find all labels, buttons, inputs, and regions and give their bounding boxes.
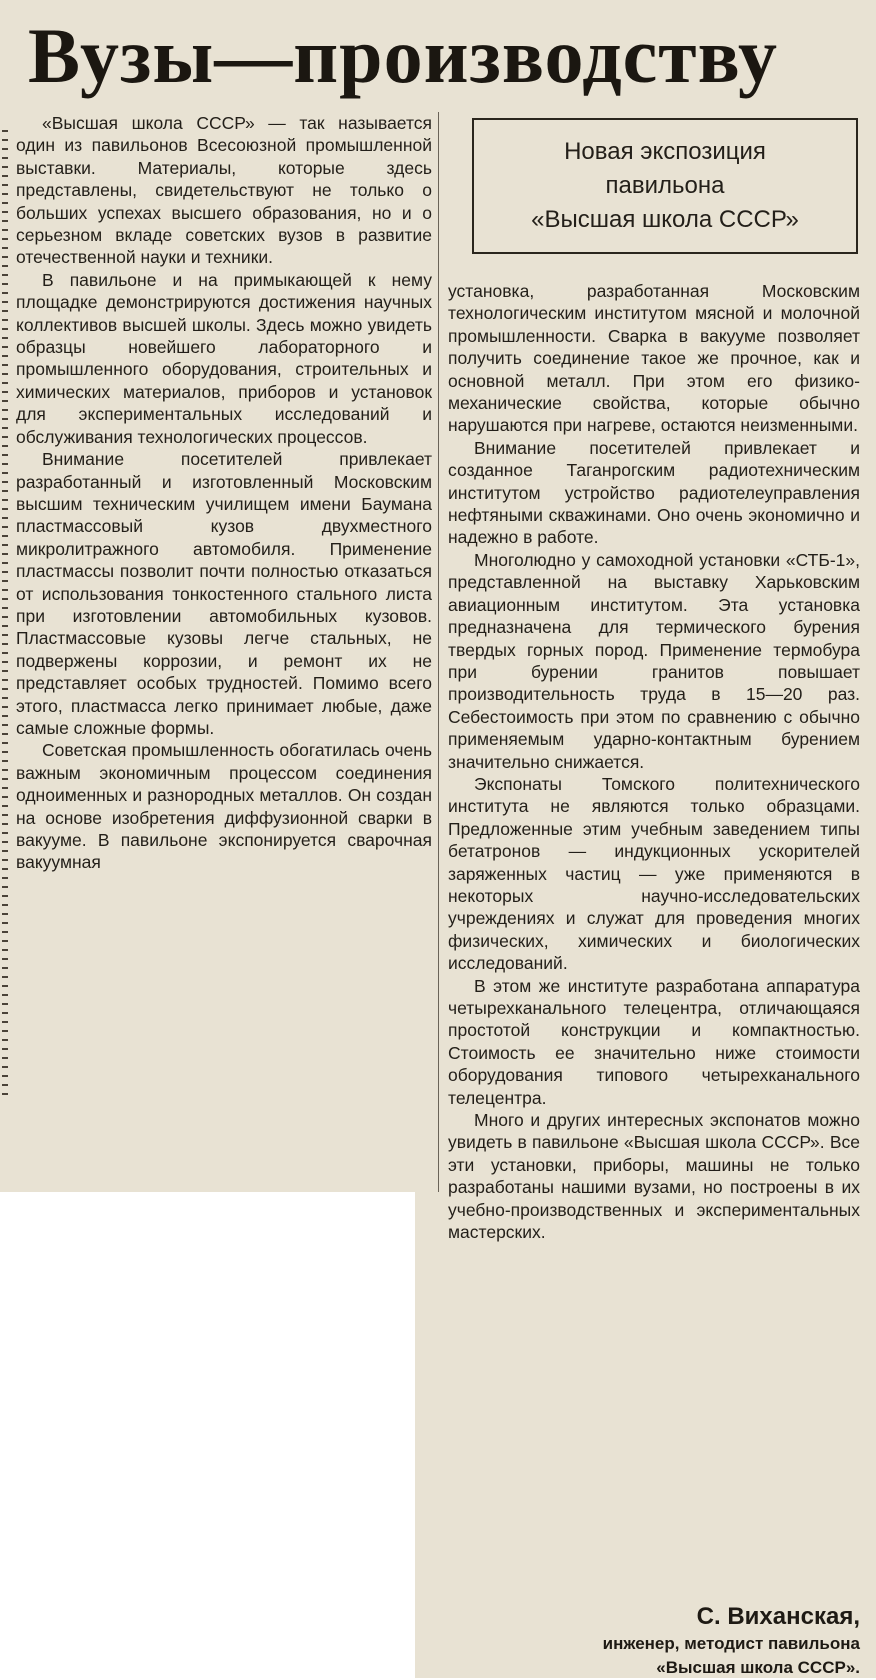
column-divider (438, 112, 439, 1192)
paragraph: Внимание посетителей привлекает и созданное Таганрогским радиотехническим институтом устройство радиотелеуправления нефтяными скважинами. Оно очень экономично и надежно в работе. (448, 437, 860, 548)
paragraph: Многолюдно у самоходной установки «СТБ-1», представленной на выставку Харьковским авиационным институтом. Эта установка предназначена для термического бурения твердых горных пород. Применение термобура при бурении гранитов повышает производительность труда в 15—20 раз. Себестоимость при этом по сравнению с обычно применяемым ударно-контактным бурением значительно снижается. (448, 549, 860, 772)
left-column (16, 112, 432, 874)
paragraph: установка, разработанная Московским технологическим институтом мясной и молочной промышленности. Сварка в вакууме позволяет получить соединение такое же прочное, как и основной металл. При этом его физико-механические свойства, которые обычно нарушаются при нагреве, остаются неизменными. (448, 281, 860, 436)
right-column (448, 280, 860, 1243)
paragraph: Советская промышленность обогатилась очень важным экономичным процессом соединения одноименных и разнородных металлов. Он создан на основе изобретения диффузионной сварки в вакууме. В павильоне экспонируется сварочная вакуумная (16, 740, 432, 873)
paragraph: Много и других интересных экспонатов можно увидеть в павильоне «Высшая школа СССР». Все эти установки, приборы, машины не только разработаны нашими вузами, но построены в их учебно-производственных и экспериментальных мастерских. (448, 1110, 860, 1243)
sidebar-box-line: Новая экспозиция (564, 138, 766, 165)
author-name: С. Виханская, (696, 1603, 860, 1630)
sidebar-box-line: павильона (605, 172, 725, 199)
headline: Вузы—производству (28, 12, 779, 99)
author-title: инженер, методист павильона (602, 1634, 860, 1653)
margin-dashes (2, 130, 8, 1100)
paragraph: В этом же институте разработана аппаратура четырехканального телецентра, отличающаяся простотой конструкции и компактностью. Стоимость ее значительно ниже стоимости оборудования типового четырехканального телецентра. (448, 975, 860, 1108)
sidebar-box (472, 118, 858, 254)
sidebar-box-line: «Высшая школа СССР» (531, 206, 799, 233)
paragraph: «Высшая школа СССР» — так называется один из павильонов Всесоюзной промышленной выставки. Материалы, которые здесь представлены, свидетельствуют не только о больших успехах высшего образования, но и о серьезном вкладе советских вузов в развитие отечественной науки и техники. (16, 113, 432, 268)
author-signature (448, 1602, 860, 1680)
paragraph: В павильоне и на примыкающей к нему площадке демонстрируются достижения научных коллективов высшей школы. Здесь можно увидеть образцы новейшего лабораторного и промышленного оборудования, строительных и химических материалов, приборов и установок для экспериментальных исследований и обслуживания технологических процессов. (16, 269, 432, 447)
paragraph: Экспонаты Томского политехнического института не являются только образцами. Предложенные этим учебным заведением типы бетатронов — индукционных ускорителей заряженных частиц — уже применяются в некоторых научно-исследовательских учреждениях и служат для проведения многих физических, химических и биологических исследований. (448, 773, 860, 974)
paragraph: Внимание посетителей привлекает разработанный и изготовленный Московским высшим техническим училищем имени Баумана пластмассовый кузов двухместного микролитражного автомобиля. Применение пластмассы позволит почти полностью отказаться от использования тонкостенного стального листа при изготовлении автомобильных кузовов. Пластмассовые кузовы легче стальных, не подвержены коррозии, и ремонт их не представляет особых трудностей. Помимо всего этого, пластмасса легко принимает любые, даже самые сложные формы. (16, 449, 432, 738)
author-title: «Высшая школа СССР». (656, 1658, 860, 1677)
